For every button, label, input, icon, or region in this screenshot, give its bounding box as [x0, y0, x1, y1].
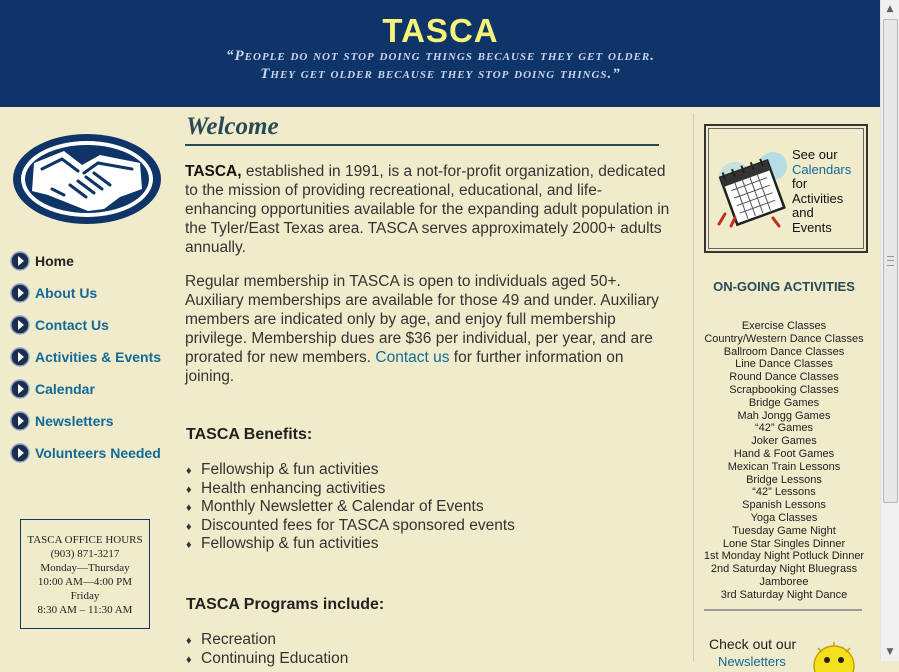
arrow-circle-icon: [10, 283, 30, 303]
office-phone: (903) 871-3217: [50, 548, 120, 560]
list-item: ♦ Fellowship & fun activities: [186, 535, 515, 554]
benefits-heading: TASCA Benefits:: [186, 426, 313, 443]
nav-label: Activities & Events: [35, 349, 162, 365]
nav-item-newsletters[interactable]: [10, 410, 114, 432]
calendar-activities: Activities: [792, 190, 844, 206]
benefits-list: [186, 461, 515, 554]
list-item: Scrapbooking Classes: [729, 383, 839, 396]
quote-line-1: “People do not stop doing things because they get older.: [226, 48, 655, 64]
office-hours-1: 10:00 AM—4:00 PM: [37, 576, 133, 588]
nav-label: About Us: [35, 285, 98, 301]
list-item: Yoga Classes: [750, 511, 818, 524]
list-item: Exercise Classes: [741, 320, 827, 332]
contact-us-link[interactable]: Contact us: [375, 349, 450, 366]
nav-item-home[interactable]: [10, 250, 74, 272]
list-item: Line Dance Classes: [735, 358, 833, 371]
office-days-2: Friday: [70, 590, 100, 602]
grip-icon: [887, 256, 894, 266]
list-item: Ballroom Dance Classes: [723, 345, 845, 358]
arrow-circle-icon: [10, 443, 30, 463]
list-item: Hand & Foot Games: [733, 447, 835, 460]
list-item: ♦ Monthly Newsletter & Calendar of Events: [186, 498, 515, 517]
list-item: Bridge Games: [748, 396, 820, 409]
list-item: Country/Western Dance Classes: [704, 332, 864, 345]
nav-label: Contact Us: [35, 317, 109, 333]
list-item: Joker Games: [751, 435, 817, 448]
ongoing-activities-heading: ON-GOING ACTIVITIES: [713, 279, 855, 294]
office-days-1: Monday—Thursday: [40, 562, 130, 574]
nav-item-contact-us[interactable]: [10, 314, 109, 336]
diamond-bullet-icon: ♦: [186, 465, 192, 477]
list-item: Lone Star Singles Dinner: [722, 537, 846, 550]
intro-text: established in 1991, is a not-for-profit organization, dedicated to the mission of providing recreational, educational, and life-enhancing opportunities available for the expanding adult population in the Tyler/East Texas area. TASCA serves approximately 2000+ adults annually.: [185, 163, 670, 256]
site-header: [0, 0, 881, 109]
intro-strong: TASCA,: [185, 163, 242, 180]
nav-item-volunteers-needed[interactable]: [10, 442, 161, 464]
list-item: ♦ Discounted fees for TASCA sponsored events: [186, 517, 515, 536]
page-title: Welcome: [186, 113, 279, 140]
membership-text-end: for further information on joining.: [185, 349, 624, 385]
nav-label: Volunteers Needed: [35, 445, 161, 461]
calendar-events: Events: [792, 219, 832, 235]
arrow-circle-icon: [10, 379, 30, 399]
arrow-circle-icon: [10, 251, 30, 271]
intro-paragraph: [185, 162, 670, 257]
list-item: Round Dance Classes: [729, 371, 839, 384]
list-item: Bridge Lessons: [746, 473, 822, 486]
list-item: “42” Games: [754, 422, 814, 435]
arrow-circle-icon: [10, 315, 30, 335]
list-item: ♦ Continuing Education: [186, 650, 348, 669]
vertical-scrollbar[interactable]: [880, 0, 899, 661]
nav-item-about-us[interactable]: [10, 282, 97, 304]
list-item: Mexican Train Lessons: [727, 460, 841, 473]
scrollbar-thumb[interactable]: [883, 19, 898, 503]
list-item: 3rd Saturday Night Dance: [720, 588, 848, 601]
newsletters-link[interactable]: Newsletters: [718, 654, 786, 669]
scroll-up-arrow-icon[interactable]: ▲: [882, 1, 898, 17]
arrow-circle-icon: [10, 347, 30, 367]
quote-line-2: They get older because they stop doing things.”: [260, 66, 621, 82]
nav-label: Home: [35, 253, 74, 269]
list-item: ♦ Fellowship & fun activities: [186, 461, 515, 480]
handshake-logo[interactable]: [12, 133, 162, 225]
office-hours-2: 8:30 AM – 11:30 AM: [37, 604, 133, 616]
heading-divider: [185, 144, 659, 146]
membership-text: Regular membership in TASCA is open to individuals aged 50+. Auxiliary memberships are available for those 49 and under. Auxiliary members are indicated only by age, and enjoy full membership privilege. Membership dues are $36 per individual, per year, and are prorated for new members.: [185, 273, 659, 366]
calendars-link[interactable]: Calendars: [792, 161, 852, 177]
calendar-promo-text: [792, 148, 851, 235]
nav-item-activities-events[interactable]: [10, 346, 161, 368]
activities-divider: [704, 609, 862, 611]
calendar-for: for: [792, 176, 808, 191]
office-hours-box: [20, 519, 150, 629]
calendar-see: See our: [792, 147, 838, 162]
list-item: 2nd Saturday Night Bluegrass: [710, 563, 858, 576]
smiley-face-icon: [810, 642, 860, 672]
diamond-bullet-icon: ♦: [186, 502, 192, 514]
list-item: 1st Monday Night Potluck Dinner: [703, 550, 865, 563]
list-item: Spanish Lessons: [742, 499, 826, 512]
calendar-and: and: [792, 205, 814, 220]
diamond-bullet-icon: ♦: [186, 635, 192, 647]
diamond-bullet-icon: ♦: [186, 539, 192, 551]
site-title: TASCA: [382, 12, 499, 49]
arrow-circle-icon: [10, 411, 30, 431]
programs-heading: TASCA Programs include:: [186, 596, 385, 613]
membership-paragraph: [185, 272, 670, 386]
programs-list: [186, 631, 348, 668]
calendar-promo-box[interactable]: [704, 124, 868, 253]
office-hours-title: TASCA OFFICE HOURS: [27, 534, 143, 546]
list-item: Mah Jongg Games: [737, 409, 831, 422]
list-item: ♦ Recreation: [186, 631, 348, 650]
list-item: Jamboree: [759, 575, 809, 588]
nav-label: Newsletters: [35, 413, 114, 429]
list-item: Tuesday Game Night: [732, 524, 836, 537]
list-item: ♦ Health enhancing activities: [186, 480, 515, 499]
list-item: “42” Lessons: [752, 486, 816, 499]
newsletter-promo-text: Check out our: [709, 636, 797, 652]
activities-list: [693, 320, 875, 602]
nav-item-calendar[interactable]: [10, 378, 95, 400]
diamond-bullet-icon: ♦: [186, 483, 192, 496]
nav-label: Calendar: [35, 381, 95, 397]
calendar-icon: [713, 148, 789, 228]
scroll-down-arrow-icon[interactable]: ▼: [882, 644, 898, 660]
diamond-bullet-icon: ♦: [186, 653, 192, 666]
diamond-bullet-icon: ♦: [186, 520, 192, 533]
